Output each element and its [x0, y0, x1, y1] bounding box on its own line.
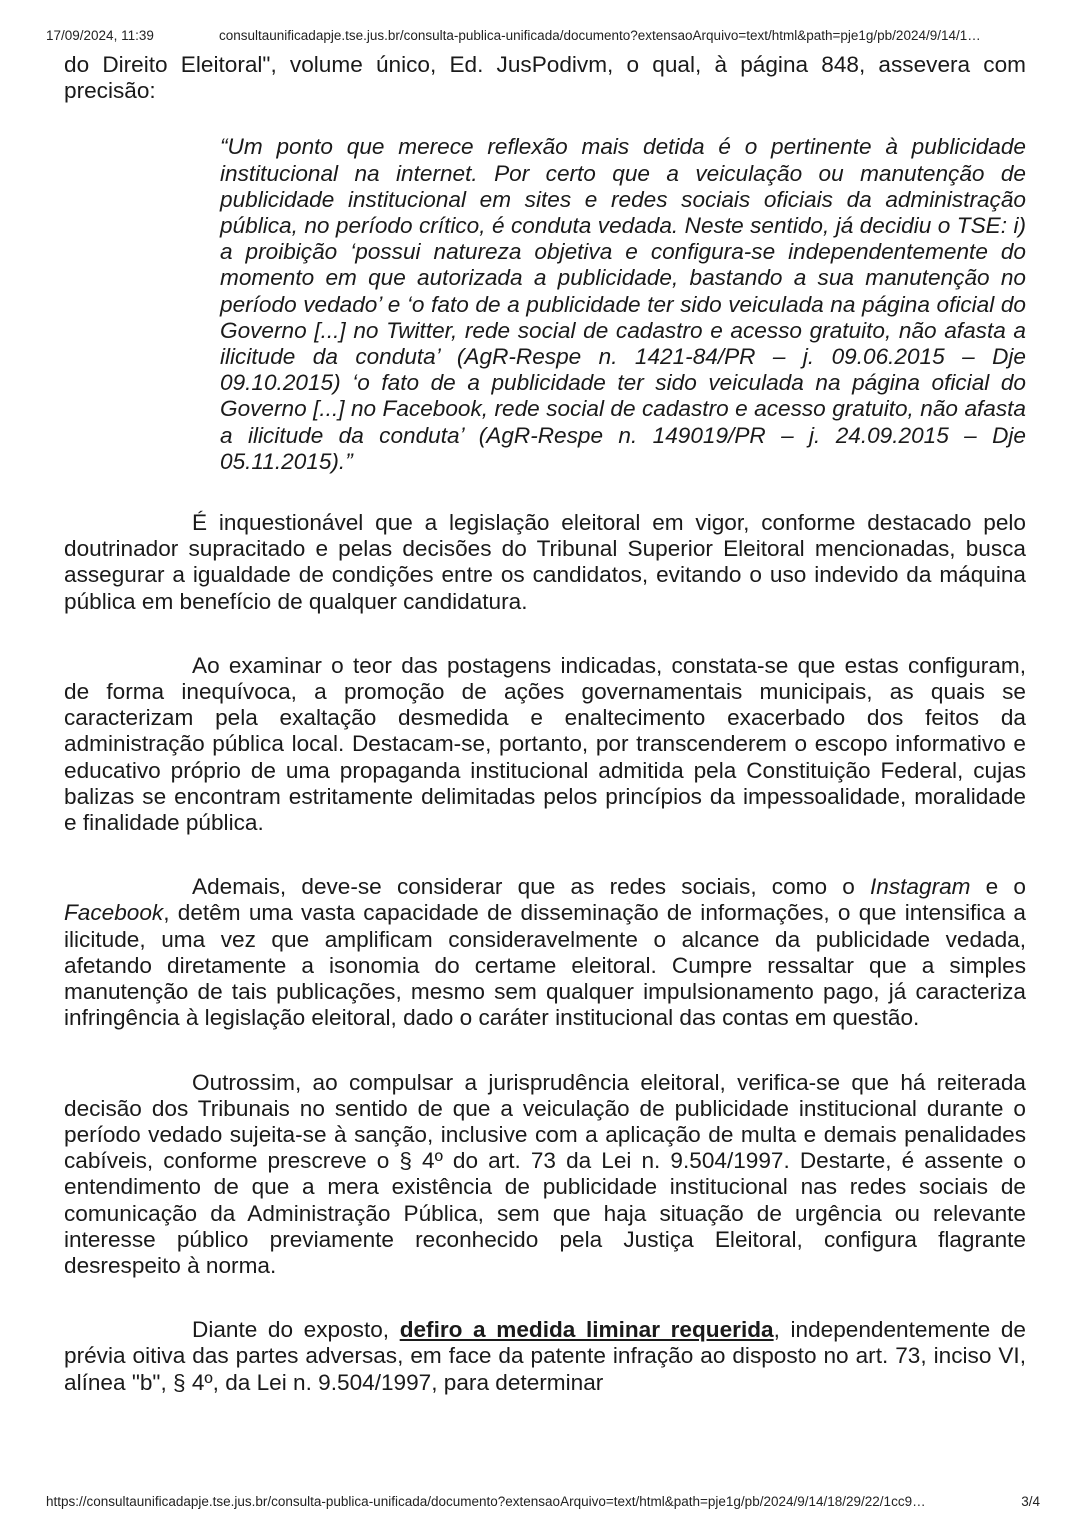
print-datetime: 17/09/2024, 11:39	[46, 28, 154, 43]
paragraph-5	[64, 1317, 1026, 1396]
paragraph-3-text-2: e o	[970, 874, 1026, 900]
intro-paragraph: do Direito Eleitoral", volume único, Ed. JusPodivm, o qual, à página 848, assevera com precisão:	[64, 52, 1026, 104]
paragraph-2: Ao examinar o teor das postagens indicadas, constata-se que estas configuram, de forma inequívoca, a promoção de ações governamentais municipais, as quais se caracterizam pela exaltação desmedida e enaltecimento exacerbado dos feitos da administração pública local. Destacam-se, portanto, por transcenderem o escopo informativo e educativo próprio de uma propaganda institucional admitida pela Constituição Federal, cujas balizas se encontram estritamente delimitadas pelos princípios da impessoalidade, moralidade e finalidade pública.	[64, 652, 1026, 836]
facebook-term: Facebook	[64, 900, 164, 926]
document-body	[64, 52, 1026, 1396]
paragraph-5-text-1: Diante do exposto,	[192, 1317, 400, 1343]
paragraph-4: Outrossim, ao compulsar a jurisprudência eleitoral, verifica-se que há reiterada decisão dos Tribunais no sentido de que a veiculação de publicidade institucional durante o período vedado sujeita-se à sanção, inclusive com a aplicação de multa e demais penalidades cabíveis, conforme prescreve o § 4º do art. 73 da Lei n. 9.504/1997. Destarte, é assente o entendimento de que a mera existência de publicidade institucional nas redes sociais de comunicação da Administração Pública, sem que haja situação de urgência ou relevante interesse público previamente reconhecido pela Justiça Eleitoral, configura flagrante desrespeito à norma.	[64, 1069, 1026, 1278]
paragraph-3-text-1: Ademais, deve-se considerar que as redes sociais, como o	[192, 874, 871, 900]
print-footer-url: https://consultaunificadapje.tse.jus.br/consulta-publica-unificada/documento?extensaoArquivo=text/html&path=pje1g/pb/2024/9/14/18/29/22/1cc9…	[46, 1494, 926, 1509]
paragraph-1: É inquestionável que a legislação eleitoral em vigor, conforme destacado pelo doutrinador supracitado e pelas decisões do Tribunal Superior Eleitoral mencionadas, busca assegurar a igualdade de condições entre os candidatos, evitando o uso indevido da máquina pública em benefício de qualquer candidatura.	[64, 510, 1026, 614]
block-quote: “Um ponto que merece reflexão mais detida é o pertinente à publicidade institucional na internet. Por certo que a veiculação ou manutenção de publicidade institucional em sites e redes sociais oficiais da administração pública, no período crítico, é conduta vedada. Neste sentido, já decidiu o TSE: i) a proibição ‘possui natureza objetiva e configura-se independentemente do momento em que autorizada a publicidade, bastando a sua manutenção no período vedado’ e ‘o fato de a publicidade ter sido veiculada na página oficial do Governo [...] no Twitter, rede social de cadastro e acesso gratuito, não afasta a ilicitude da conduta’ (AgR-Respe n. 1421-84/PR – j. 09.06.2015 – Dje 09.10.2015) ‘o fato de a publicidade ter sido veiculada na página oficial do Governo [...] no Facebook, rede social de cadastro e acesso gratuito, não afasta a ilicitude da conduta’ (AgR-Respe n. 149019/PR – j. 24.09.2015 – Dje 05.11.2015).”	[220, 134, 1026, 474]
decision-highlight: defiro a medida liminar requerida	[399, 1317, 774, 1343]
instagram-term: Instagram	[870, 874, 971, 900]
print-header-url: consultaunificadapje.tse.jus.br/consulta-publica-unificada/documento?extensaoArquivo=text/html&path=pje1g/pb/2024/9/14/1…	[219, 28, 981, 43]
paragraph-5-text-2: , independentemente de prévia oitiva das partes adversas, em face da patente infração ao disposto no art. 73, inciso VI, alínea "b", § 4º, da Lei n. 9.504/1997, para determinar	[64, 1317, 1026, 1395]
page-number: 3/4	[1021, 1494, 1040, 1509]
paragraph-3-text-3: , detêm uma vasta capacidade de disseminação de informações, o que intensifica a ilicitude, uma vez que amplificam consideravelmente o alcance da publicidade vedada, afetando diretamente a isonomia do certame eleitoral. Cumpre ressaltar que a simples manutenção de tais publicações, mesmo sem qualquer impulsionamento pago, já caracteriza infringência à legislação eleitoral, dado o caráter institucional das contas em questão.	[64, 900, 1026, 1031]
paragraph-3	[64, 874, 1026, 1031]
